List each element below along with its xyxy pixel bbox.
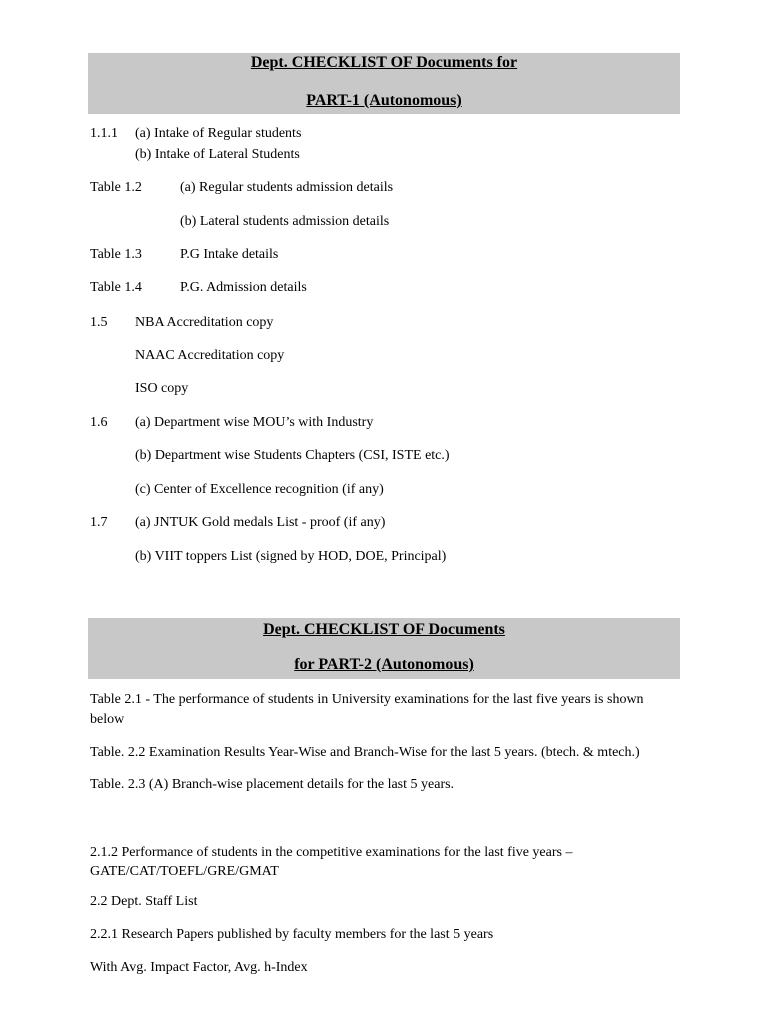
- part1-heading-line1: Dept. CHECKLIST OF Documents for: [250, 54, 518, 71]
- item-1-1-1-number: 1.1.1: [90, 126, 118, 141]
- table-2-3-text: Table. 2.3 (A) Branch-wise placement details for the last 5 years.: [90, 777, 455, 792]
- item-1-5-a: NBA Accreditation copy: [135, 315, 274, 330]
- item-1-6-b: (b) Department wise Students Chapters (CSI, ISTE etc.): [135, 448, 450, 463]
- table-1-4-text: P.G. Admission details: [180, 280, 307, 295]
- avg-impact-factor-text: With Avg. Impact Factor, Avg. h-Index: [90, 960, 308, 975]
- item-2-2-1-text: 2.2.1 Research Papers published by faculty members for the last 5 years: [90, 927, 494, 942]
- item-1-1-1-b: (b) Intake of Lateral Students: [135, 147, 300, 162]
- table-1-4-number: Table 1.4: [90, 280, 142, 295]
- part2-heading-banner: [88, 618, 680, 679]
- part1-heading-banner: [88, 53, 680, 114]
- item-1-7-number: 1.7: [90, 515, 108, 530]
- item-1-6-a: (a) Department wise MOU’s with Industry: [135, 415, 374, 430]
- table-2-2-text: Table. 2.2 Examination Results Year-Wise and Branch-Wise for the last 5 years. (btech. & mtech.): [90, 745, 640, 760]
- item-1-5-number: 1.5: [90, 315, 108, 330]
- table-1-3-number: Table 1.3: [90, 247, 142, 262]
- table-2-1-text: Table 2.1 - The performance of students in University examinations for the last five years is shown below: [90, 692, 644, 727]
- item-2-1-2-text: 2.1.2 Performance of students in the competitive examinations for the last five years – GATE/CAT/TOEFL/GRE/GMAT: [90, 845, 573, 879]
- part2-heading-line1: Dept. CHECKLIST OF Documents: [263, 621, 505, 638]
- item-2-2-text: 2.2 Dept. Staff List: [90, 894, 198, 909]
- item-1-6-number: 1.6: [90, 415, 108, 430]
- item-1-5-b: NAAC Accreditation copy: [135, 348, 285, 363]
- item-1-5-c: ISO copy: [135, 381, 189, 396]
- table-1-2-a: (a) Regular students admission details: [180, 180, 394, 195]
- table-1-2-b: (b) Lateral students admission details: [180, 214, 390, 229]
- item-1-1-1-a: (a) Intake of Regular students: [135, 126, 302, 141]
- item-1-6-c: (c) Center of Excellence recognition (if any): [135, 482, 384, 497]
- part2-heading-line2: for PART-2 (Autonomous): [294, 656, 474, 673]
- item-1-7-b: (b) VIIT toppers List (signed by HOD, DOE, Principal): [135, 549, 447, 564]
- table-1-2-number: Table 1.2: [90, 180, 142, 195]
- part1-heading-line2: PART-1 (Autonomous): [306, 92, 462, 109]
- table-1-3-text: P.G Intake details: [180, 247, 279, 262]
- item-1-7-a: (a) JNTUK Gold medals List - proof (if any): [135, 515, 386, 530]
